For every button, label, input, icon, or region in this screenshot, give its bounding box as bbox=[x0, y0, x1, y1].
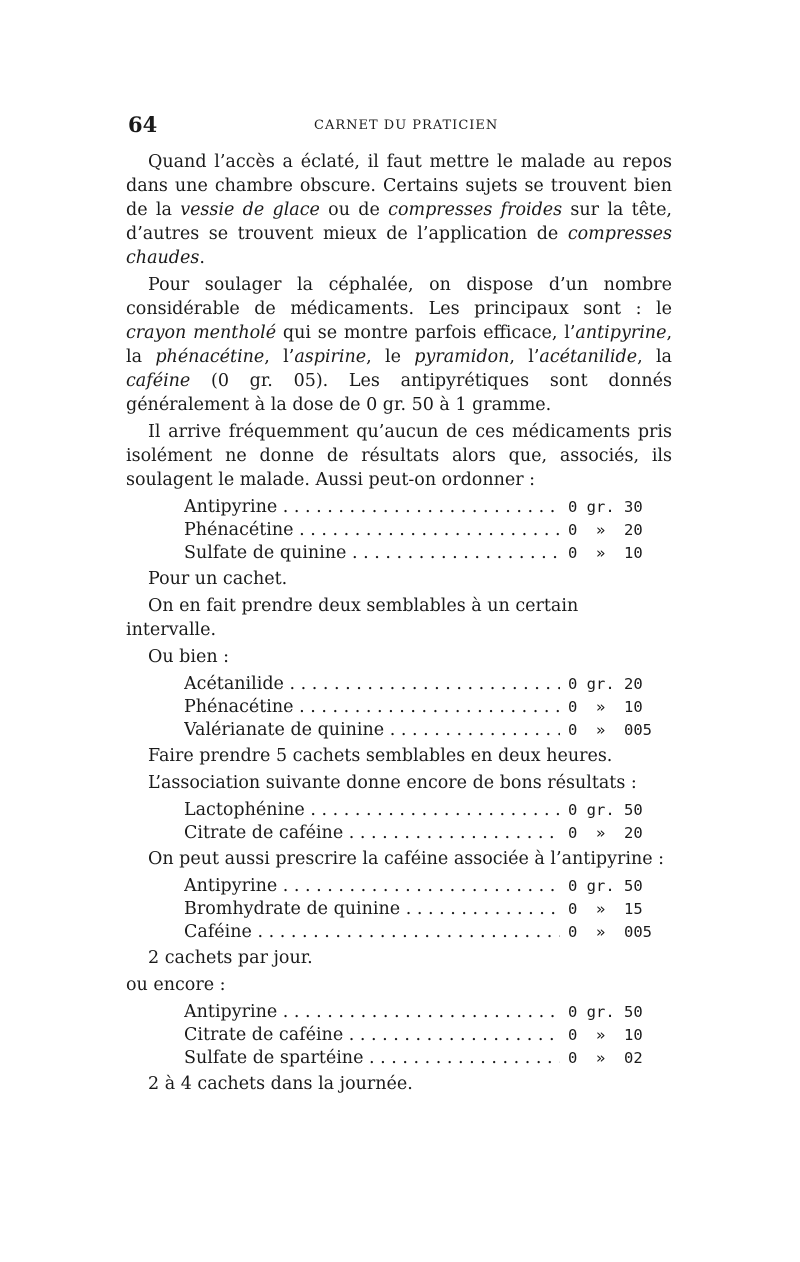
prescription-row: Acétanilide . . . 0 gr. 20 bbox=[184, 672, 668, 695]
page-header bbox=[128, 112, 668, 140]
running-head: CARNET DU PRATICIEN bbox=[314, 118, 499, 133]
prescription-3 bbox=[184, 798, 668, 844]
instruction-line: Ou bien : bbox=[148, 647, 230, 667]
prescription-row: Sulfate de spartéine . . . 0 » 02 bbox=[184, 1046, 668, 1069]
prescription-row: Sulfate de quinine . . . 0 » 10 bbox=[184, 541, 668, 564]
prescription-row: Lactophénine . . . 0 gr. 50 bbox=[184, 798, 668, 821]
prescription-row: Valérianate de quinine . . . 0 » 005 bbox=[184, 718, 668, 741]
instruction-line: 2 cachets par jour. bbox=[148, 948, 313, 968]
instruction-line: ou encore : bbox=[126, 975, 226, 995]
page-body bbox=[126, 150, 672, 1099]
prescription-row: Citrate de caféine . . . 0 » 20 bbox=[184, 821, 668, 844]
prescription-row: Antipyrine . . . 0 gr. 30 bbox=[184, 495, 668, 518]
prescription-row: Bromhydrate de quinine . . . 0 » 15 bbox=[184, 897, 668, 920]
prescription-row: Phénacétine . . . 0 » 20 bbox=[184, 518, 668, 541]
prescription-row: Antipyrine . . . 0 gr. 50 bbox=[184, 874, 668, 897]
page-number: 64 bbox=[128, 112, 158, 137]
prescription-row: Caféine . . . 0 » 005 bbox=[184, 920, 668, 943]
instruction-line: On en fait prendre deux semblables à un certain intervalle. bbox=[126, 596, 579, 640]
paragraph-cephalee: Pour soulager la céphalée, on dispose d’un nombre considérable de médicaments. Les principaux sont : le crayon mentholé qui se montre parfois efficace, l’antipyrine, la phénacétine, l’aspirine, le pyramidon, l’acétanilide, la caféine (0 gr. 05). Les antipyrétiques sont donnés généralement à la dose de 0 gr. 50 à 1 gramme. bbox=[126, 275, 673, 415]
paragraph-acces: Quand l’accès a éclaté, il faut mettre le malade au repos dans une chambre obscure. Certains sujets se trouvent bien de la vessie de glace ou de compresses froides sur la tête, d’autres se trouvent mieux de l’application de compresses chaudes. bbox=[126, 152, 672, 268]
instruction-line: Faire prendre 5 cachets semblables en deux heures. bbox=[148, 746, 613, 766]
prescription-1 bbox=[184, 495, 668, 564]
instruction-line: Pour un cachet. bbox=[148, 569, 288, 589]
instruction-line: On peut aussi prescrire la caféine associée à l’antipyrine : bbox=[148, 849, 665, 869]
prescription-2 bbox=[184, 672, 668, 741]
prescription-4 bbox=[184, 874, 668, 943]
paragraph-associes: Il arrive fréquemment qu’aucun de ces médicaments pris isolément ne donne de résultats alors que, associés, ils soulagent le malade. Aussi peut-on ordonner : bbox=[126, 422, 672, 490]
prescription-row: Citrate de caféine . . . 0 » 10 bbox=[184, 1023, 668, 1046]
prescription-row: Antipyrine . . . 0 gr. 50 bbox=[184, 1000, 668, 1023]
prescription-5 bbox=[184, 1000, 668, 1069]
prescription-row: Phénacétine . . . 0 » 10 bbox=[184, 695, 668, 718]
instruction-line: L’association suivante donne encore de bons résultats : bbox=[148, 773, 637, 793]
instruction-line: 2 à 4 cachets dans la journée. bbox=[148, 1074, 413, 1094]
